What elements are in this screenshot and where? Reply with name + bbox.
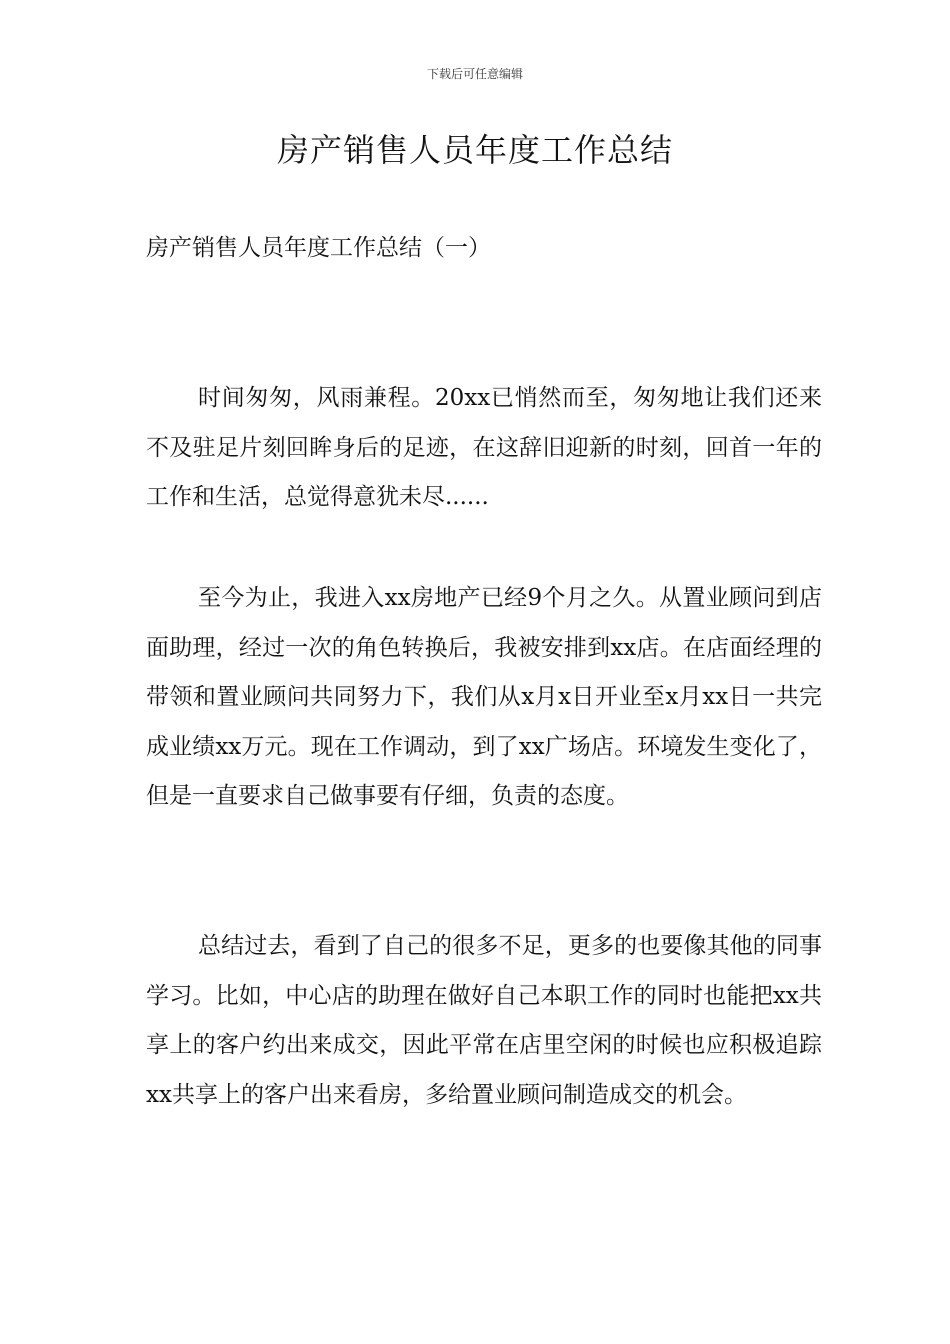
paragraph-3: 总结过去，看到了自己的很多不足，更多的也要像其他的同事学习。比如，中心店的助理在做好自己本职工作的同时也能把xx共享上的客户约出来成交，因此平常在店里空闲的时候也应积极追踪xx共享上的客户出来看房，多给置业顾问制造成交的机会。 — [146, 933, 822, 1108]
section-heading: 房产销售人员年度工作总结（一） — [146, 235, 491, 261]
document-title: 房产销售人员年度工作总结 — [276, 131, 673, 169]
header-note: 下载后可任意编辑 — [426, 67, 523, 81]
paragraph-2: 至今为止，我进入xx房地产已经9个月之久。从置业顾问到店面助理，经过一次的角色转换后，我被安排到xx店。在店面经理的带领和置业顾问共同努力下，我们从x月x日开业至x月xx日一共完成业绩xx万元。现在工作调动，到了xx广场店。环境发生变化了，但是一直要求自己做事要有仔细，负责的态度。 — [146, 585, 822, 810]
paragraph-1: 时间匆匆，风雨兼程。20xx已悄然而至，匆匆地让我们还来不及驻足片刻回眸身后的足迹，在这辞旧迎新的时刻，回首一年的工作和生活，总觉得意犹未尽...... — [146, 385, 822, 511]
